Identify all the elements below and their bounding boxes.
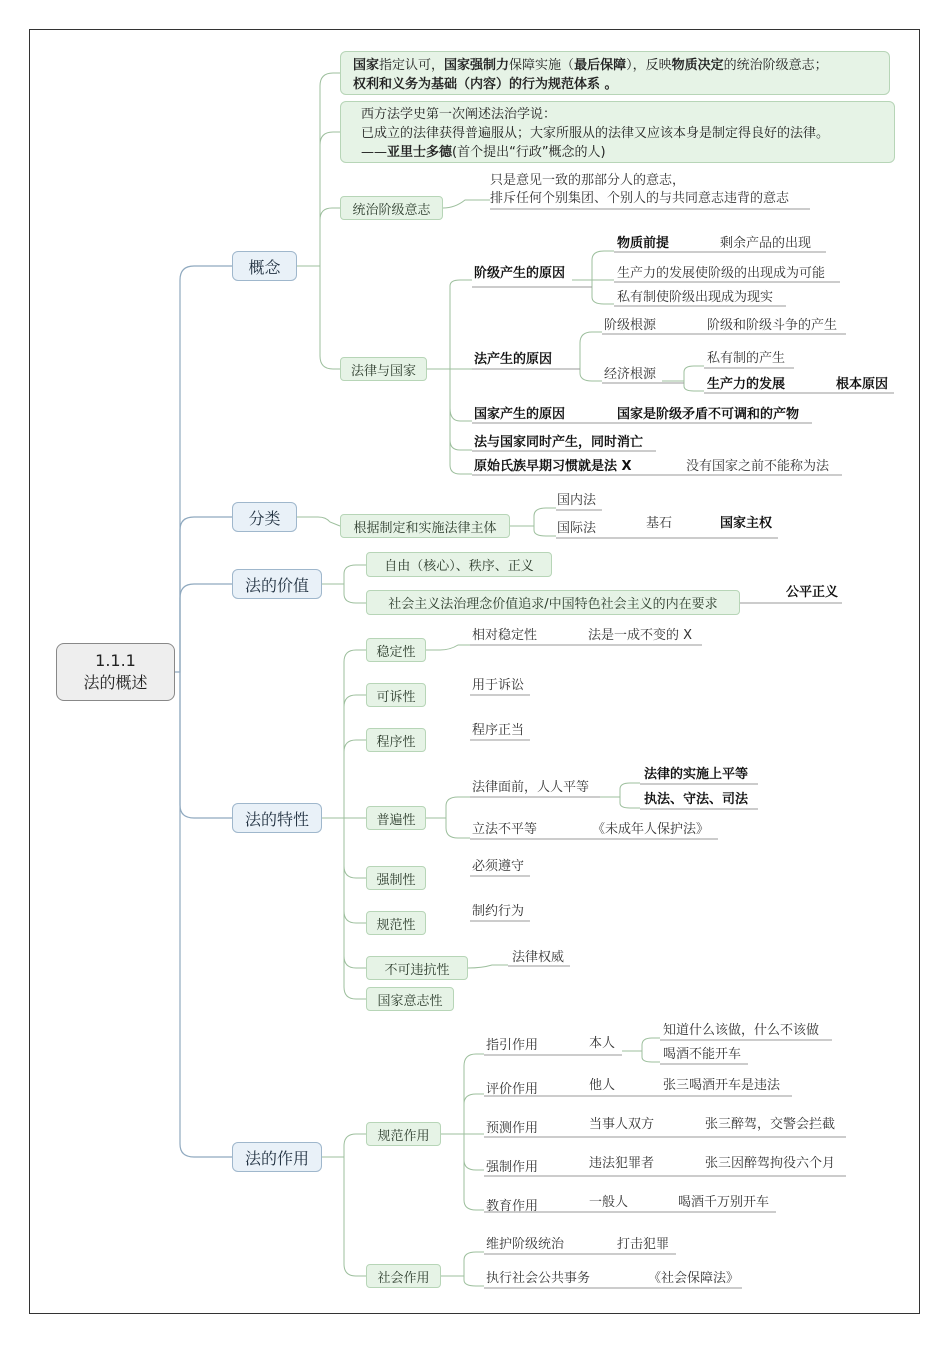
root-node[interactable] <box>56 643 175 701</box>
private-ownership-emergence: 私有制的产生 <box>707 351 786 366</box>
surplus-product: 剩余产品的出现 <box>720 236 812 251</box>
aristotle-note: (首个提出“行政”概念的人) <box>452 145 606 160</box>
equal-implementation: 法律的实施上平等 <box>644 767 749 782</box>
definition-bold-2: 国家强制力 <box>444 58 510 73</box>
branch-functions[interactable]: 法的作用 <box>232 1142 322 1172</box>
ruling-will-line-1: 只是意见一致的那部分人的意志， <box>490 173 686 188</box>
must-comply: 必须遵守 <box>472 859 525 874</box>
node-stability[interactable]: 稳定性 <box>366 638 426 662</box>
relative-stability: 相对稳定性 <box>472 628 538 643</box>
definition-bold-4: 物质决定 <box>671 58 724 73</box>
law-origin-label: 法产生的原因 <box>474 352 553 367</box>
predict-function: 预测作用 <box>486 1121 539 1136</box>
node-coercive[interactable]: 强制性 <box>366 866 426 890</box>
enforce-detail: 张三因醉驾拘役六个月 <box>705 1156 836 1171</box>
equality-before-law: 法律面前，人人平等 <box>472 780 590 795</box>
definition-bold-5: 权利和义务为基础（内容）的行为规范体系 。 <box>353 77 618 92</box>
branch-value[interactable]: 法的价值 <box>232 569 322 599</box>
private-ownership-reality: 私有制使阶级出现成为现实 <box>617 290 774 305</box>
guide-detail-1: 知道什么该做，什么不该做 <box>663 1023 820 1038</box>
aristotle-line-1: 西方法学史第一次阐述法治学说： <box>361 107 557 122</box>
evaluate-who: 他人 <box>589 1078 616 1093</box>
aristotle-line-2: 已成立的法律获得普遍服从；大家所服从的法律又应该本身是制定得良好的法律。 <box>361 126 830 141</box>
productivity-possible: 生产力的发展使阶级的出现成为可能 <box>617 266 826 281</box>
node-value-socialist[interactable]: 社会主义法治理念价值追求/中国特色社会主义的内在要求 <box>366 590 740 615</box>
definition-box <box>340 51 890 95</box>
node-ruling-will[interactable]: 统治阶级意志 <box>340 196 443 220</box>
aristotle-dash: —— <box>361 145 387 160</box>
economic-root: 经济根源 <box>604 367 657 382</box>
evaluate-detail: 张三喝酒开车是违法 <box>663 1078 781 1093</box>
legal-authority: 法律权威 <box>512 950 565 965</box>
minor-protection-law: 《未成年人保护法》 <box>592 822 710 837</box>
social-security-law: 《社会保障法》 <box>648 1271 740 1286</box>
node-social-function[interactable]: 社会作用 <box>366 1264 441 1288</box>
definition-bold-1: 国家 <box>353 58 380 73</box>
international-law: 国际法 <box>557 521 597 536</box>
primitive-habit-text: 原始氏族早期习惯就是法 X <box>474 459 632 474</box>
primitive-habit-detail: 没有国家之前不能称为法 <box>686 459 830 474</box>
node-state-will[interactable]: 国家意志性 <box>366 987 454 1011</box>
enforce-who: 违法犯罪者 <box>589 1156 655 1171</box>
legislation-unequal: 立法不平等 <box>472 822 538 837</box>
for-litigation: 用于诉讼 <box>472 678 525 693</box>
fundamental-cause: 根本原因 <box>836 377 889 392</box>
branch-features[interactable]: 法的特性 <box>232 803 322 833</box>
root-number: 1.1.1 <box>95 651 136 670</box>
maintain-class-rule: 维护阶级统治 <box>486 1237 565 1252</box>
predict-detail: 张三醉驾，交警会拦截 <box>705 1117 836 1132</box>
definition-text-2: 保障实施（ <box>509 58 575 73</box>
aristotle-line-3 <box>361 143 874 162</box>
restrain-behavior: 制约行为 <box>472 904 525 919</box>
guide-function: 指引作用 <box>486 1038 539 1053</box>
predict-who: 当事人双方 <box>589 1117 655 1132</box>
class-root: 阶级根源 <box>604 318 657 333</box>
aristotle-name: 亚里士多德 <box>387 145 453 160</box>
definition-text-4: 的统治阶级意志； <box>723 58 828 73</box>
class-origin-label: 阶级产生的原因 <box>474 266 566 281</box>
public-affairs: 执行社会公共事务 <box>486 1271 591 1286</box>
same-time-text: 法与国家同时产生，同时消亡 <box>474 435 644 450</box>
enforce-function: 强制作用 <box>486 1160 539 1175</box>
node-procedural[interactable]: 程序性 <box>366 728 426 752</box>
fight-crime: 打击犯罪 <box>617 1237 670 1252</box>
definition-line-1 <box>353 56 877 75</box>
branch-classification[interactable]: 分类 <box>232 502 297 532</box>
foundation-text: 基石 <box>646 516 673 531</box>
sovereignty-text: 国家主权 <box>720 516 773 531</box>
node-inviolable[interactable]: 不可违抗性 <box>366 956 468 980</box>
evaluate-function: 评价作用 <box>486 1082 539 1097</box>
root-title: 法的概述 <box>83 673 148 692</box>
node-normative[interactable]: 规范性 <box>366 911 426 935</box>
educate-detail: 喝酒千万别开车 <box>678 1195 770 1210</box>
branch-concept[interactable]: 概念 <box>232 251 297 281</box>
fairness-justice: 公平正义 <box>786 585 839 600</box>
node-classification-basis[interactable]: 根据制定和实施法律主体 <box>340 514 510 538</box>
immutable-x: 法是一成不变的 X <box>588 628 693 643</box>
domestic-law: 国内法 <box>557 493 597 508</box>
aristotle-box <box>340 101 895 163</box>
class-struggle: 阶级和阶级斗争的产生 <box>707 318 838 333</box>
guide-detail-2: 喝酒不能开车 <box>663 1047 742 1062</box>
node-universal[interactable]: 普遍性 <box>366 806 426 830</box>
material-premise: 物质前提 <box>617 236 670 251</box>
node-normative-function[interactable]: 规范作用 <box>366 1122 441 1146</box>
enforce-obey-judicial: 执法、守法、司法 <box>644 792 749 807</box>
productivity-development: 生产力的发展 <box>707 377 786 392</box>
educate-function: 教育作用 <box>486 1199 539 1214</box>
node-value-freedom[interactable]: 自由（核心）、秩序、正义 <box>366 552 552 577</box>
guide-who: 本人 <box>589 1036 616 1051</box>
node-law-and-state[interactable]: 法律与国家 <box>340 357 427 381</box>
state-origin-detail: 国家是阶级矛盾不可调和的产物 <box>617 407 800 422</box>
educate-who: 一般人 <box>589 1195 629 1210</box>
definition-line-2 <box>353 75 877 94</box>
due-process: 程序正当 <box>472 723 525 738</box>
definition-text-1: 指定认可， <box>379 58 445 73</box>
state-origin-label: 国家产生的原因 <box>474 407 566 422</box>
definition-bold-3: 最后保障 <box>574 58 627 73</box>
definition-text-3: ），反映 <box>626 58 672 73</box>
ruling-will-line-2: 排斥任何个别集团、个别人的与共同意志违背的意志 <box>490 191 790 206</box>
node-litigable[interactable]: 可诉性 <box>366 683 426 707</box>
